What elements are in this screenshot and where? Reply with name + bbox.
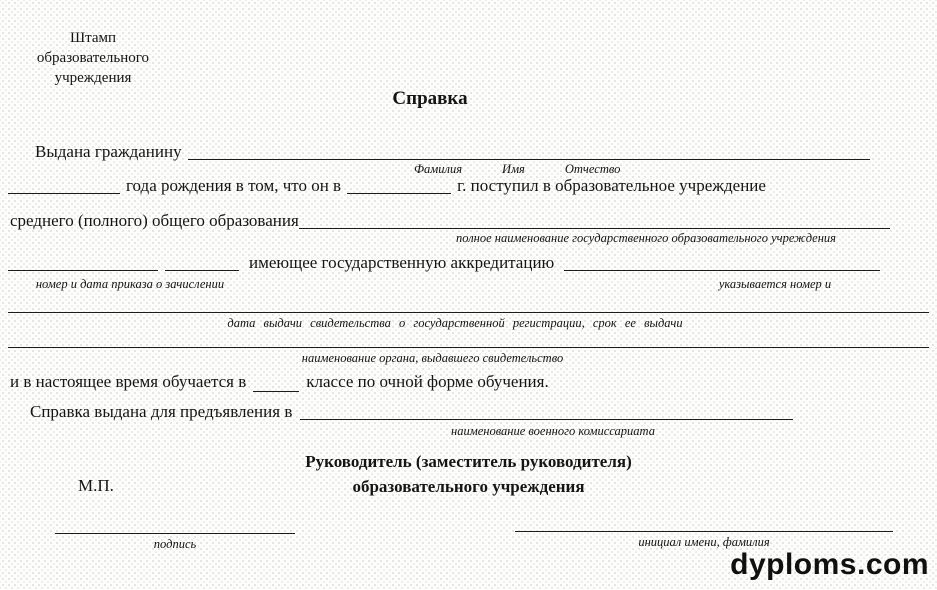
presentation-line [30,400,793,422]
birth-year-blank-line [8,192,120,194]
issued-to-line [35,140,870,162]
seal-placeholder: М.П. [78,476,114,495]
education-line [10,209,890,231]
presentation-label: Справка выдана для предъявления в [30,402,293,421]
stamp-line-2: образовательного [36,50,150,66]
head-title-line2: образовательного учреждения [352,477,585,496]
grade-blank-line [253,390,299,392]
accreditation-label: имеющее государственную аккредитацию [249,253,555,272]
accreditation-number-blank-line [564,269,880,271]
enrolled-label: г. поступил в образовательное учреждение [457,176,766,195]
accreditation-number-caption: указывается номер и [718,277,832,291]
commissariat-caption: наименование военного комиссариата [451,424,655,438]
signature-blank-line [55,532,295,534]
enrollment-year-blank-line [347,192,451,194]
enrollment-order-caption: номер и дата приказа о зачислении [35,277,225,291]
registration-details-blank-line [8,311,929,313]
head-name-caption: инициал имени, фамилия [638,535,770,549]
document-title: Справка [392,88,468,109]
signature-caption: подпись [153,537,197,551]
issuing-authority-caption: наименование органа, выдавшего свидетельство [301,351,564,365]
study-line [10,370,549,392]
study-suffix-label: классе по очной форме обучения. [306,372,549,391]
citizen-name-blank-line [188,158,870,160]
order-number-blank-line [8,269,158,271]
stamp-line-3: учреждения [54,70,132,86]
birth-year-line [8,174,902,196]
issuing-authority-blank-line [8,346,929,348]
accreditation-line [8,251,880,273]
patronymic-caption: Отчество [564,162,621,176]
birth-year-label: года рождения в том, что он в [126,176,342,195]
registration-caption: дата выдачи свидетельства о государственной регистрации, срок ее выдачи [227,316,683,330]
head-title-line1: Руководитель (заместитель руководителя) [305,452,632,471]
institution-stamp-block [16,28,170,88]
head-name-blank-line [515,530,893,532]
firstname-caption: Имя [502,162,525,176]
education-label: среднего (полного) общего образования [10,211,299,230]
study-prefix-label: и в настоящее время обучается в [10,372,247,391]
commissariat-blank-line [300,418,793,420]
institution-name-blank-line [299,227,890,229]
institution-name-caption: полное наименование государственного образовательного учреждения [456,231,836,245]
site-watermark: dyploms.com [730,548,929,581]
issued-to-label: Выдана гражданину [35,142,182,161]
stamp-line-1: Штамп [69,30,117,46]
surname-caption: Фамилия [414,162,463,176]
order-date-blank-line [165,269,239,271]
